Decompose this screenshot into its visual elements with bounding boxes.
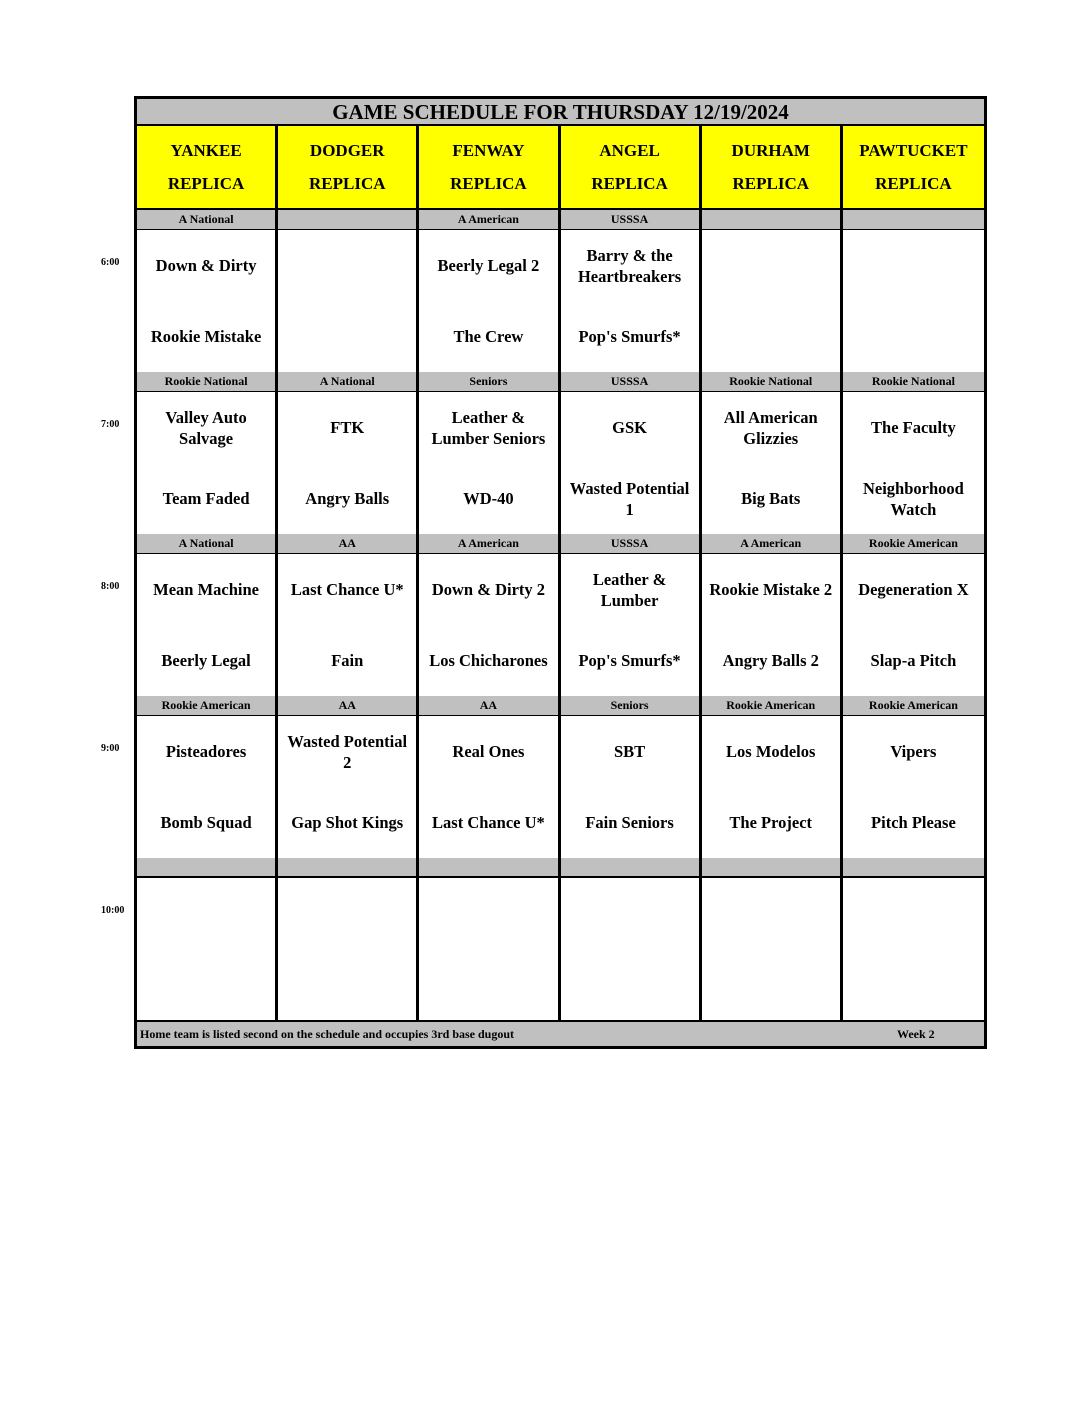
away-team bbox=[626, 878, 634, 949]
division-label: A American bbox=[419, 534, 560, 555]
away-team: All American Glizzies bbox=[723, 407, 818, 448]
home-team: Angry Balls 2 bbox=[722, 651, 819, 670]
game-cell bbox=[843, 230, 984, 375]
field-subtitle: REPLICA bbox=[167, 173, 245, 193]
game-cell bbox=[561, 230, 702, 375]
home-team: Wasted Potential 1 bbox=[569, 478, 690, 519]
game-cell bbox=[419, 554, 560, 699]
division-label: Rookie National bbox=[843, 372, 984, 393]
game-cell bbox=[843, 554, 984, 699]
away-team: Real Ones bbox=[452, 742, 525, 761]
away-team: Pisteadores bbox=[165, 742, 247, 761]
home-team: Pop's Smurfs* bbox=[578, 651, 681, 670]
division-label: Rookie National bbox=[137, 372, 278, 393]
division-label bbox=[278, 210, 419, 231]
away-team: Leather & Lumber bbox=[592, 569, 667, 610]
time-label: 6:00 bbox=[101, 257, 120, 268]
game-row bbox=[137, 392, 984, 534]
division-label: Rookie American bbox=[843, 696, 984, 717]
field-name: ANGEL bbox=[599, 140, 660, 160]
game-cell bbox=[278, 392, 419, 537]
division-label bbox=[137, 858, 278, 878]
field-name: PAWTUCKET bbox=[859, 140, 968, 160]
away-team: Valley Auto Salvage bbox=[165, 407, 247, 448]
home-team bbox=[626, 949, 634, 1020]
game-cell bbox=[137, 716, 278, 861]
away-team: FTK bbox=[330, 418, 365, 437]
division-label: AA bbox=[278, 534, 419, 555]
home-team bbox=[343, 301, 351, 372]
game-row bbox=[137, 716, 984, 858]
home-team: Last Chance U* bbox=[432, 813, 545, 832]
game-cell bbox=[843, 716, 984, 861]
schedule-title: GAME SCHEDULE FOR THURSDAY 12/19/2024 bbox=[137, 99, 984, 126]
home-team bbox=[767, 949, 775, 1020]
division-row bbox=[137, 696, 984, 716]
game-cell bbox=[702, 392, 843, 537]
division-row bbox=[137, 534, 984, 554]
game-cell bbox=[419, 230, 560, 375]
game-cell bbox=[561, 554, 702, 699]
home-team: Gap Shot Kings bbox=[291, 813, 404, 832]
schedule-footer bbox=[137, 1022, 984, 1046]
field-subtitle: REPLICA bbox=[450, 173, 527, 193]
schedule-table bbox=[134, 96, 987, 1049]
division-label: AA bbox=[419, 696, 560, 717]
division-label: Rookie American bbox=[843, 534, 984, 555]
game-cell bbox=[702, 230, 843, 375]
game-cell bbox=[561, 716, 702, 861]
game-cell bbox=[843, 878, 984, 1023]
home-team: Team Faded bbox=[162, 489, 250, 508]
division-label bbox=[843, 858, 984, 878]
away-team: Rookie Mistake 2 bbox=[709, 580, 833, 599]
game-cell bbox=[702, 716, 843, 861]
home-team bbox=[767, 301, 775, 372]
home-team: Angry Balls bbox=[305, 489, 390, 508]
home-team: WD-40 bbox=[463, 489, 514, 508]
home-team bbox=[343, 949, 351, 1020]
away-team: Wasted Potential 2 bbox=[287, 731, 408, 772]
field-name: YANKEE bbox=[170, 140, 242, 160]
game-row bbox=[137, 230, 984, 372]
home-team: Pop's Smurfs* bbox=[578, 327, 681, 346]
division-label bbox=[419, 858, 560, 878]
game-cell bbox=[278, 230, 419, 375]
week-label: Week 2 bbox=[897, 1027, 935, 1041]
division-label bbox=[843, 210, 984, 231]
home-team bbox=[909, 301, 917, 372]
division-label: Rookie National bbox=[702, 372, 843, 393]
home-team: The Project bbox=[729, 813, 813, 832]
away-team bbox=[484, 878, 492, 949]
home-team: Rookie Mistake bbox=[150, 327, 262, 346]
game-cell bbox=[137, 230, 278, 375]
footer-note: Home team is listed second on the schedule and occupies 3rd base dugout bbox=[140, 1027, 515, 1041]
division-label: A American bbox=[702, 534, 843, 555]
away-team bbox=[343, 230, 351, 301]
away-team: Down & Dirty bbox=[155, 256, 257, 275]
game-cell bbox=[702, 554, 843, 699]
field-header bbox=[702, 126, 843, 210]
division-label: Seniors bbox=[419, 372, 560, 393]
game-cell bbox=[561, 392, 702, 537]
field-name: DODGER bbox=[309, 140, 385, 160]
home-team: Big Bats bbox=[741, 489, 801, 508]
time-label: 10:00 bbox=[101, 905, 125, 916]
division-label: USSSA bbox=[561, 534, 702, 555]
division-label: A National bbox=[278, 372, 419, 393]
field-subtitle: REPLICA bbox=[875, 173, 952, 193]
game-cell bbox=[419, 878, 560, 1023]
away-team: Degeneration X bbox=[858, 580, 969, 599]
field-header bbox=[419, 126, 560, 210]
field-subtitle: REPLICA bbox=[732, 173, 809, 193]
division-row bbox=[137, 210, 984, 230]
field-header bbox=[278, 126, 419, 210]
away-team: Mean Machine bbox=[153, 580, 259, 599]
home-team bbox=[202, 949, 210, 1020]
division-label bbox=[561, 858, 702, 878]
away-team: Down & Dirty 2 bbox=[431, 580, 546, 599]
home-team: Bomb Squad bbox=[160, 813, 252, 832]
division-row bbox=[137, 372, 984, 392]
away-team: Los Modelos bbox=[726, 742, 816, 761]
away-team bbox=[343, 878, 351, 949]
time-label: 9:00 bbox=[101, 743, 120, 754]
division-label: Rookie American bbox=[702, 696, 843, 717]
division-label bbox=[278, 858, 419, 878]
home-team: Beerly Legal bbox=[161, 651, 251, 670]
game-cell bbox=[419, 392, 560, 537]
field-subtitle: REPLICA bbox=[591, 173, 668, 193]
division-label: AA bbox=[278, 696, 419, 717]
home-team: Pitch Please bbox=[871, 813, 956, 832]
game-cell bbox=[278, 554, 419, 699]
home-team: Los Chicharones bbox=[429, 651, 548, 670]
game-cell bbox=[137, 392, 278, 537]
division-label: Rookie American bbox=[137, 696, 278, 717]
game-cell bbox=[561, 878, 702, 1023]
game-cell bbox=[137, 554, 278, 699]
division-label: USSSA bbox=[561, 210, 702, 231]
game-cell bbox=[419, 716, 560, 861]
field-header bbox=[137, 126, 278, 210]
division-label bbox=[702, 858, 843, 878]
game-cell bbox=[278, 878, 419, 1023]
home-team: The Crew bbox=[453, 327, 524, 346]
away-team bbox=[909, 230, 917, 301]
home-team bbox=[909, 949, 917, 1020]
game-row bbox=[137, 554, 984, 696]
field-header bbox=[561, 126, 702, 210]
away-team bbox=[767, 230, 775, 301]
field-header bbox=[843, 126, 984, 210]
away-team bbox=[767, 878, 775, 949]
division-row bbox=[137, 858, 984, 878]
away-team: GSK bbox=[612, 418, 647, 437]
division-label: A National bbox=[137, 534, 278, 555]
away-team: Last Chance U* bbox=[290, 580, 404, 599]
time-label: 8:00 bbox=[101, 581, 120, 592]
field-header-row bbox=[137, 126, 984, 210]
game-cell bbox=[137, 878, 278, 1023]
away-team bbox=[909, 878, 917, 949]
home-team: Fain bbox=[331, 651, 364, 670]
field-name: FENWAY bbox=[452, 140, 525, 160]
game-cell bbox=[278, 716, 419, 861]
home-team bbox=[484, 949, 492, 1020]
away-team bbox=[202, 878, 210, 949]
game-cell bbox=[702, 878, 843, 1023]
home-team: Neighborhood Watch bbox=[862, 478, 964, 519]
away-team: The Faculty bbox=[871, 418, 956, 437]
away-team: Leather & Lumber Seniors bbox=[431, 407, 546, 448]
division-label: Seniors bbox=[561, 696, 702, 717]
home-team: Fain Seniors bbox=[585, 813, 674, 832]
field-subtitle: REPLICA bbox=[308, 173, 386, 193]
time-label: 7:00 bbox=[101, 419, 120, 430]
division-label: A American bbox=[419, 210, 560, 231]
away-team: Barry & the Heartbreakers bbox=[577, 245, 682, 286]
division-label: A National bbox=[137, 210, 278, 231]
home-team: Slap-a Pitch bbox=[870, 651, 957, 670]
division-label bbox=[702, 210, 843, 231]
away-team: Beerly Legal 2 bbox=[437, 256, 540, 275]
away-team: Vipers bbox=[890, 742, 937, 761]
away-team: SBT bbox=[613, 742, 646, 761]
game-cell bbox=[843, 392, 984, 537]
field-name: DURHAM bbox=[731, 140, 810, 160]
division-label: USSSA bbox=[561, 372, 702, 393]
game-row bbox=[137, 878, 984, 1020]
